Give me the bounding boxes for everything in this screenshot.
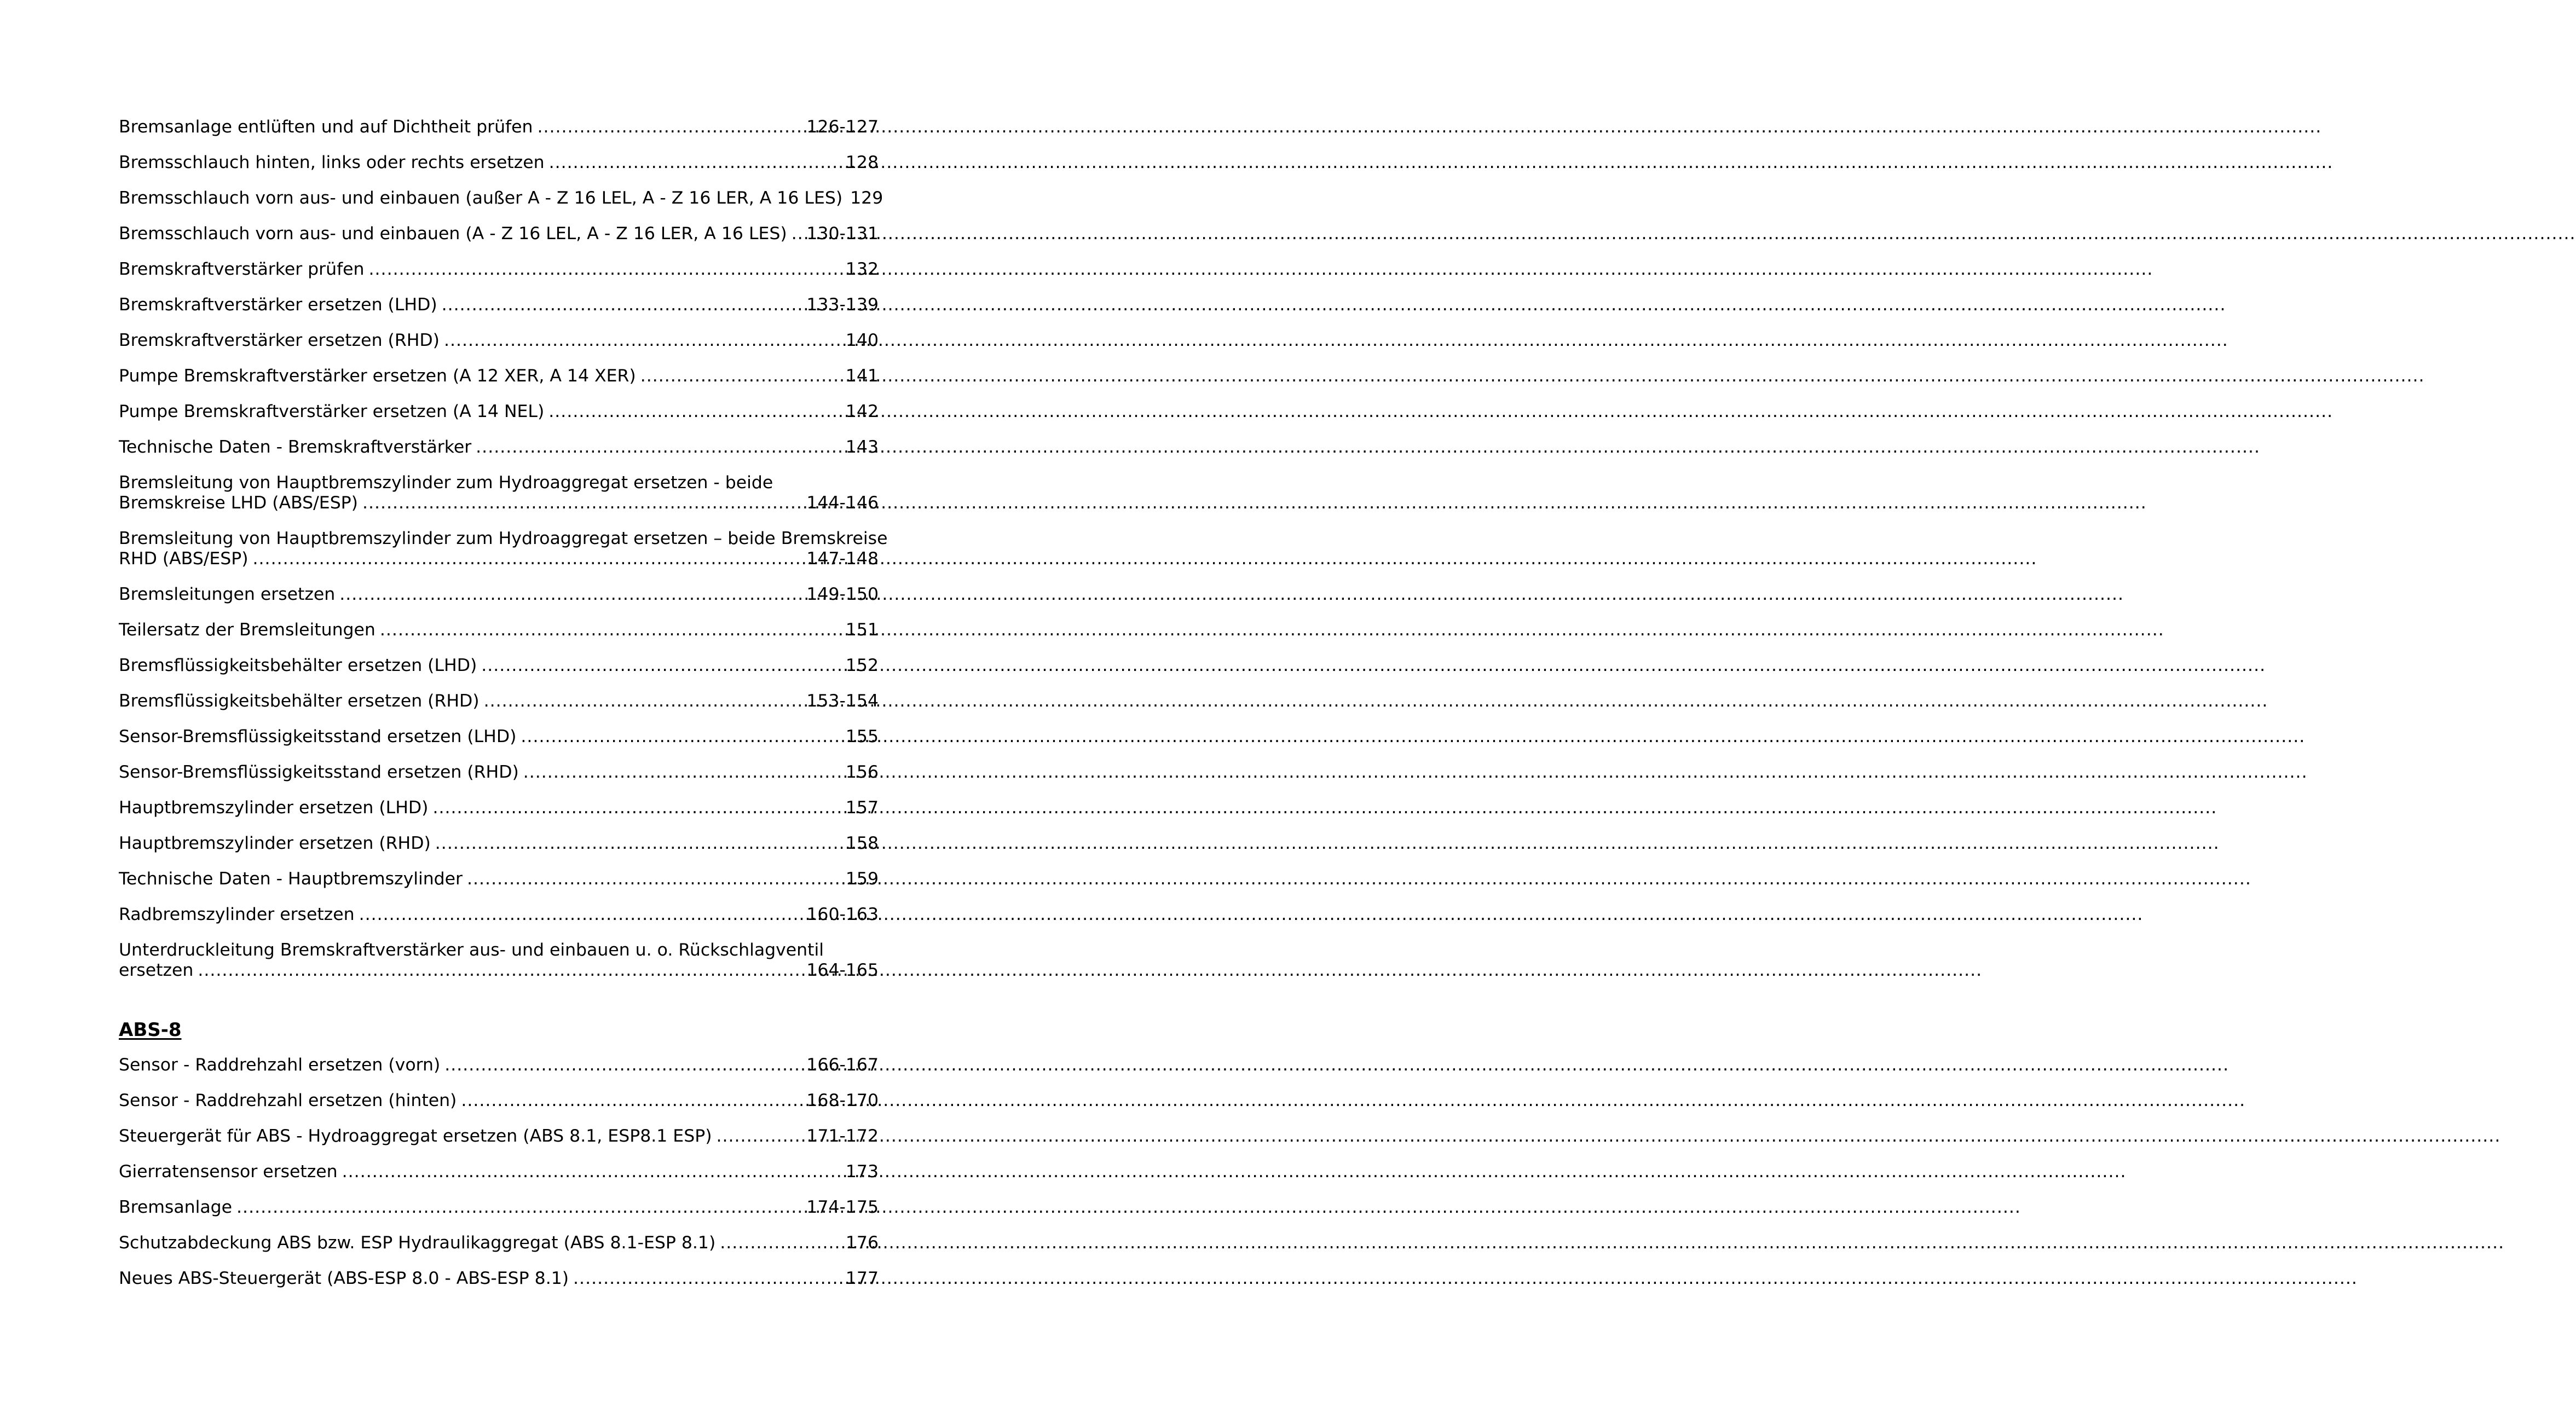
toc-entry-label: Bremsflüssigkeitsbehälter ersetzen (RHD) <box>119 691 484 711</box>
toc-entry[interactable] <box>119 691 879 711</box>
toc-entry-page: 156 <box>845 762 879 782</box>
toc-entry[interactable] <box>119 940 879 981</box>
leader-dots <box>717 1126 804 1147</box>
toc-entry-page: 141 <box>845 366 879 386</box>
leader-dots <box>342 1162 842 1182</box>
leader-dots <box>369 259 842 280</box>
toc-entry[interactable] <box>119 905 879 925</box>
toc-entry[interactable] <box>119 366 879 386</box>
toc-entry[interactable] <box>119 529 888 569</box>
toc-entry[interactable] <box>119 584 879 605</box>
section-heading-abs: ABS-8 <box>119 1019 182 1041</box>
toc-entry-label: Hauptbremszylinder ersetzen (RHD) <box>119 833 435 854</box>
toc-entry[interactable] <box>119 1126 879 1147</box>
toc-entry-label: Technische Daten - Bremskraftverstärker <box>119 437 476 458</box>
toc-entry-page: 171-172 <box>806 1126 879 1146</box>
leader-dots <box>484 691 804 711</box>
leader-dots <box>444 331 842 351</box>
toc-entry-page: 132 <box>845 259 879 279</box>
toc-entry-page: 160-163 <box>806 905 879 924</box>
leader-dots <box>521 727 842 747</box>
toc-entry-label: Bremsleitungen ersetzen <box>119 584 339 605</box>
toc-entry-page: 149-150 <box>806 584 879 604</box>
toc-entry-label: RHD (ABS/ESP) <box>119 549 253 569</box>
toc-entry-page: 164-165 <box>806 960 879 980</box>
leader-dots <box>339 584 803 605</box>
toc-entry[interactable] <box>119 656 879 676</box>
toc-entry[interactable] <box>119 331 879 351</box>
leader-dots <box>792 224 804 244</box>
toc-entry-page: 126-127 <box>806 117 879 137</box>
toc-entry-page: 143 <box>845 437 879 457</box>
toc-entry[interactable] <box>119 188 883 209</box>
toc-entry-page: 173 <box>845 1162 879 1182</box>
leader-dots <box>253 549 804 569</box>
toc-entry[interactable] <box>119 762 879 783</box>
toc-entry[interactable] <box>119 1091 879 1111</box>
toc-entry-page: 176 <box>845 1233 879 1253</box>
toc-entry[interactable] <box>119 437 879 458</box>
leader-dots <box>359 905 804 925</box>
toc-entry-page: 142 <box>845 402 879 421</box>
leader-dots <box>481 656 842 676</box>
toc-entry-page: 177 <box>845 1269 879 1288</box>
toc-entry-label: Sensor-Bremsflüssigkeitsstand ersetzen (LHD) <box>119 727 521 747</box>
leader-dots <box>537 117 803 137</box>
toc-entry-label: Bremsanlage <box>119 1197 236 1218</box>
toc-entry[interactable] <box>119 798 879 818</box>
leader-dots <box>362 493 803 513</box>
toc-entry[interactable] <box>119 1055 879 1075</box>
toc-entry-label-line1: Bremsleitung von Hauptbremszylinder zum Hydroaggregat ersetzen - beide <box>119 473 773 493</box>
leader-dots <box>461 1091 803 1111</box>
toc-entry[interactable] <box>119 224 879 244</box>
toc-entry-page: 140 <box>845 331 879 350</box>
toc-entry-label: Sensor - Raddrehzahl ersetzen (hinten) <box>119 1091 461 1111</box>
toc-entry-page: 168-170 <box>806 1091 879 1110</box>
toc-entry-page: 130-131 <box>806 224 879 244</box>
leader-dots <box>380 620 842 640</box>
toc-entry-label: Schutzabdeckung ABS bzw. ESP Hydraulikaggregat (ABS 8.1-ESP 8.1) <box>119 1233 720 1253</box>
toc-entry-label: Sensor - Raddrehzahl ersetzen (vorn) <box>119 1055 444 1075</box>
leader-dots <box>548 402 842 422</box>
toc-entry-label: Bremsschlauch vorn aus- und einbauen (A - Z 16 LEL, A - Z 16 LER, A 16 LES) <box>119 224 792 244</box>
leader-dots <box>444 1055 803 1075</box>
toc-entry-label: Neues ABS-Steuergerät (ABS-ESP 8.0 - ABS-ESP 8.1) <box>119 1269 573 1289</box>
toc-entry[interactable] <box>119 473 879 513</box>
leader-dots <box>640 366 842 386</box>
toc-entry-label: ersetzen <box>119 960 198 981</box>
toc-entry-label: Hauptbremszylinder ersetzen (LHD) <box>119 798 432 818</box>
leader-dots <box>549 153 842 173</box>
leader-dots <box>435 833 842 854</box>
toc-entry-page: 128 <box>845 153 879 172</box>
leader-dots <box>442 295 804 315</box>
toc-entry-label: Gierratensensor ersetzen <box>119 1162 342 1182</box>
leader-dots <box>720 1233 842 1253</box>
toc-entry[interactable] <box>119 402 879 422</box>
document-page <box>0 0 991 1401</box>
toc-entry-page: 152 <box>845 656 879 675</box>
toc-entry[interactable] <box>119 153 879 173</box>
toc-entry-page: 159 <box>845 869 879 889</box>
toc-entry[interactable] <box>119 620 879 640</box>
toc-entry-page: 129 <box>850 188 883 208</box>
toc-entry[interactable] <box>119 1233 879 1253</box>
leader-dots <box>476 437 842 458</box>
leader-dots <box>467 869 842 889</box>
toc-entry[interactable] <box>119 1269 879 1289</box>
leader-dots <box>198 960 803 981</box>
toc-entry-page: 157 <box>845 798 879 818</box>
toc-entry[interactable] <box>119 1197 879 1218</box>
toc-entry-label: Bremsflüssigkeitsbehälter ersetzen (LHD) <box>119 656 481 676</box>
toc-entry-label: Bremskraftverstärker ersetzen (LHD) <box>119 295 442 315</box>
toc-entry-page: 174-175 <box>806 1197 879 1217</box>
leader-dots <box>432 798 842 818</box>
toc-entry[interactable] <box>119 869 879 889</box>
toc-entry-page: 158 <box>845 833 879 853</box>
toc-entry-page: 147-148 <box>806 549 879 569</box>
toc-entry-label: Bremsanlage entlüften und auf Dichtheit prüfen <box>119 117 537 137</box>
toc-entry-label: Technische Daten - Hauptbremszylinder <box>119 869 467 889</box>
toc-entry-label: Bremsschlauch hinten, links oder rechts ersetzen <box>119 153 549 173</box>
toc-entry-label-line1: Unterdruckleitung Bremskraftverstärker aus- und einbauen u. o. Rückschlagventil <box>119 940 824 960</box>
toc-entry-page: 155 <box>845 727 879 746</box>
toc-entry[interactable] <box>119 259 879 280</box>
toc-entry[interactable] <box>119 833 879 854</box>
toc-entry-label: Bremskraftverstärker ersetzen (RHD) <box>119 331 444 351</box>
toc-entry-label: Radbremszylinder ersetzen <box>119 905 359 925</box>
toc-entry-label: Sensor-Bremsflüssigkeitsstand ersetzen (RHD) <box>119 762 523 783</box>
toc-entry-page: 153-154 <box>806 691 879 711</box>
leader-dots <box>573 1269 842 1289</box>
toc-entry-label: Teilersatz der Bremsleitungen <box>119 620 380 640</box>
table-of-contents <box>119 117 888 1304</box>
toc-entry-label: Bremskreise LHD (ABS/ESP) <box>119 493 362 513</box>
toc-entry-page: 144-146 <box>806 493 879 513</box>
toc-entry[interactable] <box>119 1162 879 1182</box>
toc-entry-label: Steuergerät für ABS - Hydroaggregat ersetzen (ABS 8.1, ESP8.1 ESP) <box>119 1126 717 1147</box>
toc-entry[interactable] <box>119 117 879 137</box>
toc-entry[interactable] <box>119 727 879 747</box>
leader-dots <box>523 762 842 783</box>
toc-entry-page: 151 <box>845 620 879 640</box>
toc-entry-label-line1: Bremsleitung von Hauptbremszylinder zum Hydroaggregat ersetzen – beide Bremskreise <box>119 529 888 548</box>
toc-entry-page: 166-167 <box>806 1055 879 1075</box>
toc-entry-label: Pumpe Bremskraftverstärker ersetzen (A 14 NEL) <box>119 402 548 422</box>
toc-entry[interactable] <box>119 295 879 315</box>
toc-entry-label: Pumpe Bremskraftverstärker ersetzen (A 12 XER, A 14 XER) <box>119 366 640 386</box>
toc-entry-label: Bremskraftverstärker prüfen <box>119 259 369 280</box>
toc-entry-page: 133-139 <box>806 295 879 315</box>
toc-entry-label: Bremsschlauch vorn aus- und einbauen (außer A - Z 16 LEL, A - Z 16 LER, A 16 LES) <box>119 188 847 209</box>
leader-dots <box>236 1197 803 1218</box>
